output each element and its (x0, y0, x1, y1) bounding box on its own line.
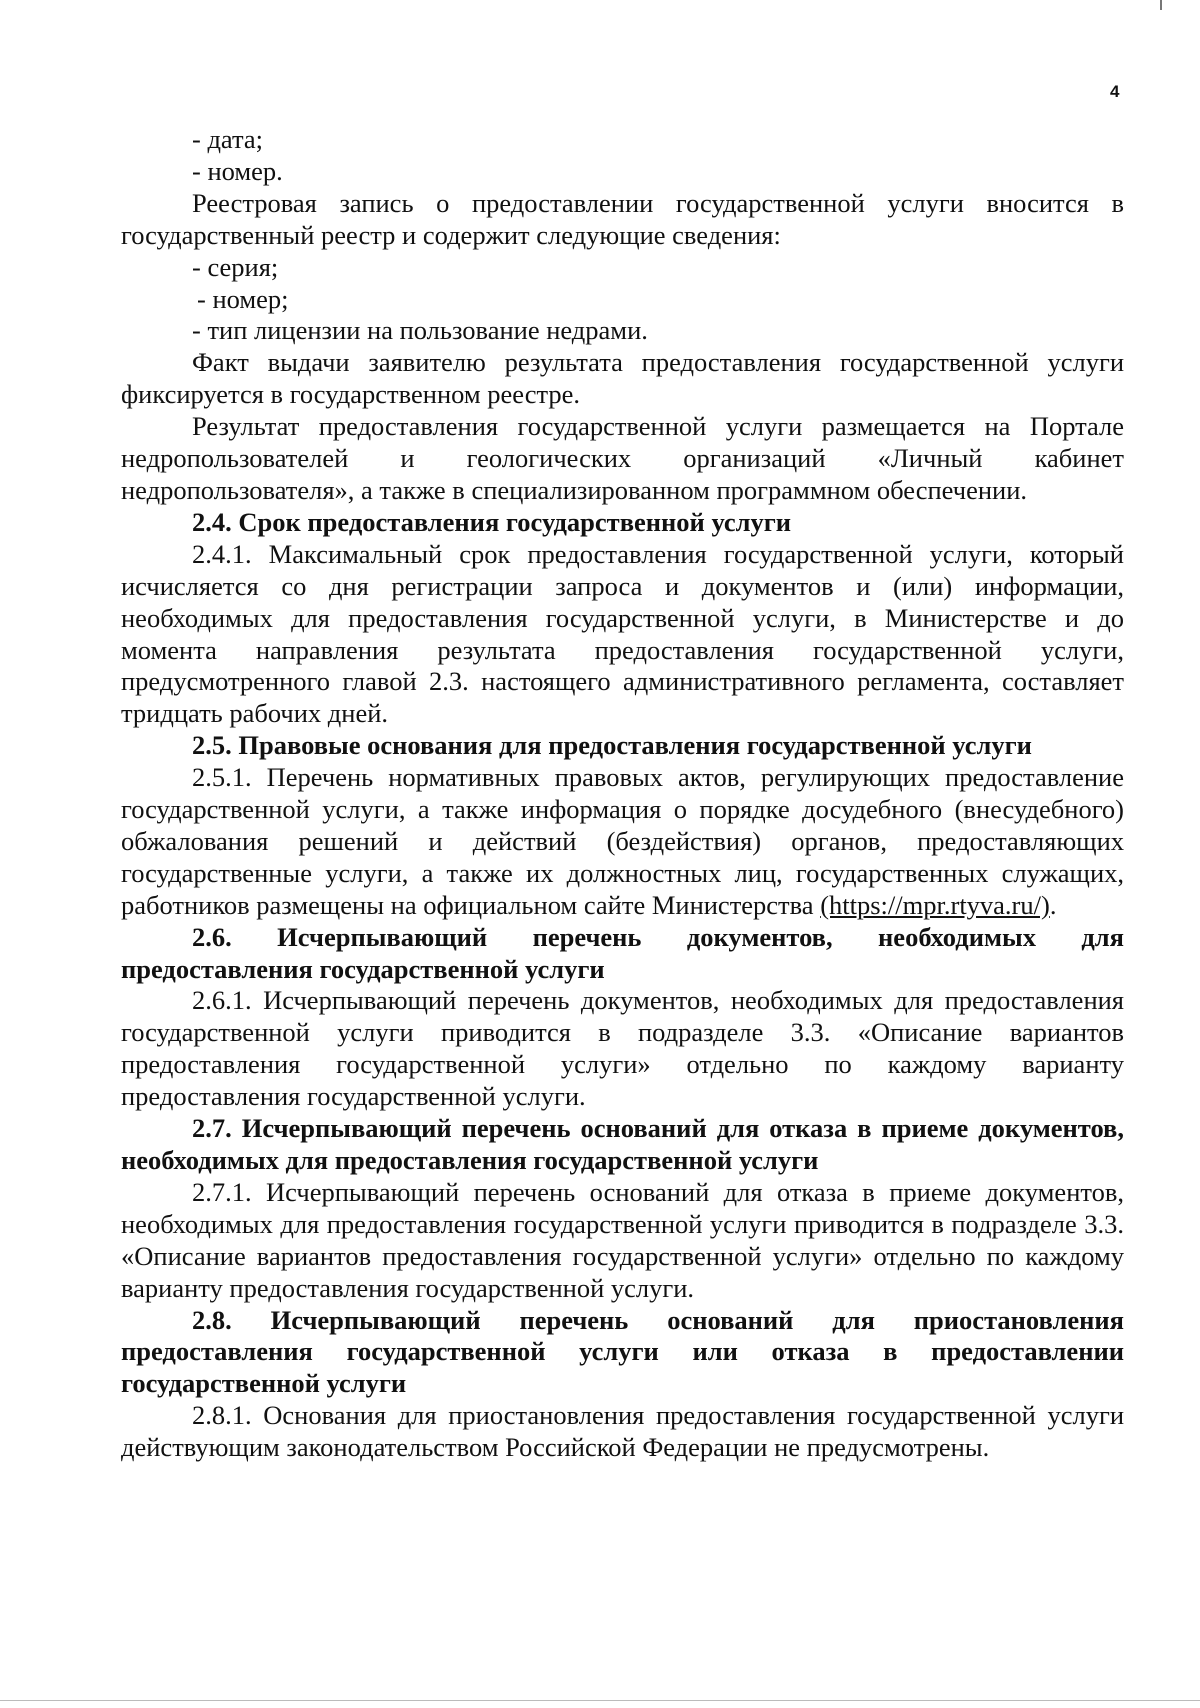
list-item-series: - серия; (192, 251, 279, 282)
section-heading-2-8: 2.8. Исчерпывающий перечень оснований для приостановления предоставления государственной услуги или отказа в предоставлении государственной услуги (121, 1304, 1124, 1399)
list-item-number: - номер. (192, 155, 283, 186)
section-heading-2-4: 2.4. Срок предоставления государственной услуги (192, 506, 792, 537)
paragraph-2-8-1: 2.8.1. Основания для приостановления предоставления государственной услуги действующим законодательством Российской Федерации не предусмотрены. (121, 1400, 1124, 1463)
section-heading-2-6: 2.6. Исчерпывающий перечень документов, необходимых для предоставления государственной услуги (121, 921, 1124, 984)
paragraph-2-4-1: 2.4.1. Максимальный срок предоставления государственной услуги, который исчисляется со дня регистрации запроса и документов и (или) информации, необходимых для предоставления государственной услуги, в Министерстве и до момента направления результата предоставления государственной услуги, предусмотренного главой 2.3. настоящего административного регламента, составляет тридцать рабочих дней. (121, 538, 1124, 729)
page-content (121, 124, 1124, 1464)
paragraph-2-5-1-end: . (1049, 889, 1057, 920)
list-item-date: - дата; (192, 124, 264, 154)
section-heading-2-7: 2.7. Исчерпывающий перечень оснований для отказа в приеме документов, необходимых для предоставления государственной услуги (121, 1113, 1124, 1175)
paragraph-result-portal: Результат предоставления государственной услуги размещается на Портале недропользователей и геологических организаций «Личный кабинет недропользователя», а также в специализированном программном обеспечении. (121, 411, 1124, 505)
page-number: 4 (1110, 82, 1120, 101)
paragraph-2-5-1-text: 2.5.1. Перечень нормативных правовых актов, регулирующих предоставление государственной услуги, а также информация о порядке досудебного (внесудебного) обжалования решений и действий (бездействия) органов, предоставляющих государственные услуги, а также их должностных лиц, государственных служащих, работников размещены на официальном сайте Министерства (121, 762, 1124, 920)
ministry-site-link[interactable]: (https://mpr.rtyva.ru/) (820, 889, 1050, 920)
paragraph-2-6-1: 2.6.1. Исчерпывающий перечень документов, необходимых для предоставления государственной услуги приводится в подразделе 3.3. «Описание вариантов предоставления государственной услуги» отдельно по каждому варианту предоставления государственной услуги. (121, 985, 1124, 1112)
page-bottom-edge (0, 1700, 1200, 1701)
paragraph-registry-entry: Реестровая запись о предоставлении государственной услуги вносится в государственный реестр и содержит следующие сведения: (121, 187, 1124, 250)
section-heading-2-5: 2.5. Правовые основания для предоставления государственной услуги (192, 730, 1032, 761)
list-item-number-2: - номер; (197, 283, 289, 314)
paragraph-2-5-1 (121, 762, 1124, 922)
scan-mark (1160, 0, 1162, 10)
list-item-license-type: - тип лицензии на пользование недрами. (192, 315, 648, 346)
paragraph-issue-fact: Факт выдачи заявителю результата предоставления государственной услуги фиксируется в государственном реестре. (121, 347, 1124, 410)
paragraph-2-7-1: 2.7.1. Исчерпывающий перечень оснований для отказа в приеме документов, необходимых для предоставления государственной услуги приводится в подразделе 3.3. «Описание вариантов предоставления государственной услуги» отдельно по каждому варианту предоставления государственной услуги. (121, 1176, 1124, 1303)
